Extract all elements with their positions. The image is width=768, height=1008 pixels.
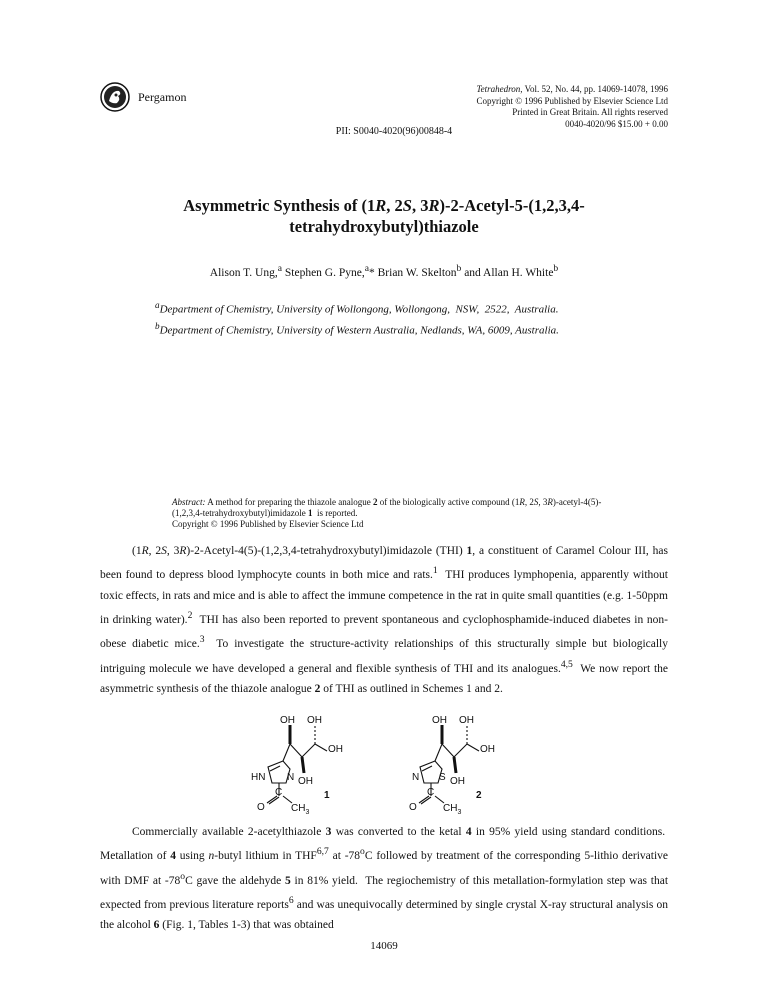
abstract-copyright: Copyright © 1996 Published by Elsevier Science Ltd <box>172 519 364 529</box>
s2-s: S <box>439 772 446 783</box>
s2-ch3: $CH_3$ <box>443 803 462 816</box>
s2-oh-4: OH <box>450 776 465 787</box>
paper-title <box>100 195 668 237</box>
s1-oh-1: OH <box>280 715 295 726</box>
copyright-line: Copyright © 1996 Published by Elsevier Science Ltd <box>476 95 668 106</box>
journal-info <box>408 84 668 130</box>
s1-oh-4: OH <box>298 776 313 787</box>
page-number: 14069 <box>370 940 398 952</box>
s1-oh-2: OH <box>307 715 322 726</box>
s1-ch3: $CH_3$ <box>291 803 310 816</box>
s1-oh-3: OH <box>328 744 343 755</box>
affiliation-a: $^a$Department of Chemistry, University of Wollongong, Wollongong, NSW, 2522, Australia. <box>155 300 559 316</box>
s1-hn: HN <box>251 772 266 783</box>
journal-citation: Tetrahedron, Vol. 52, No. 44, pp. 14069-14078, 1996 <box>476 84 668 94</box>
s2-oh-1: OH <box>432 715 447 726</box>
s2-oh-2: OH <box>459 715 474 726</box>
printed-line: Printed in Great Britain. All rights reserved <box>512 107 668 117</box>
affiliations <box>155 297 559 338</box>
title-line-1: Asymmetric Synthesis of (1R, 2S, 3R)-2-Acetyl-5-(1,2,3,4- <box>183 196 585 215</box>
s1-o: O <box>257 802 265 813</box>
structures-figure <box>240 711 560 816</box>
s1-c: C <box>275 787 283 798</box>
s2-c: C <box>427 787 435 798</box>
pergamon-logo-icon <box>100 82 130 112</box>
author-list: Alison T. Ung,$^a$ Stephen G. Pyne,$^a$* Brian W. Skelton$^b$ and Allan H. White$^b$ <box>209 263 559 279</box>
s1-label: 1 <box>324 790 330 801</box>
s2-oh-3: OH <box>480 744 495 755</box>
abstract <box>172 497 602 530</box>
s2-label: 2 <box>476 790 482 801</box>
paragraph-2: Commercially available 2-acetylthiazole 3 was converted to the ketal 4 in 95% yield using standard conditions. Metallation of 4 using n-butyl lithium in THF$^{6,7}$ at -78$^o$C followed by treatment of the corresponding 5-lithio derivative with DMF at -78$^o$C gave the aldehyde 5 in 81% yield. The regiochemistry of this metallation-formylation step was that expected from previous literature reports$^6$ and was unequivocally determined by single crystal X-ray structural analysis on the alcohol 6 (Fig. 1, Tables 1-3) that was obtained <box>100 826 669 932</box>
s2-n: N <box>412 772 420 783</box>
price-line: 0040-4020/96 $15.00 + 0.00 <box>565 118 668 129</box>
affiliation-b: $^b$Department of Chemistry, University of Western Australia, Nedlands, WA, 6009, Australia. <box>155 320 559 337</box>
paragraph-1: (1R, 2S, 3R)-2-Acetyl-4(5)-(1,2,3,4-tetrahydroxybutyl)imidazole (THI) 1, a constituent of Caramel Colour III, has been found to depress blood lymphocyte counts in both mice and rats.$^1$ THI produces lymphopenia, apparently without toxic effects, in rats and mice and is able to affect the immune competence in the rat in quite small quantities (e.g. 1-50ppm in drinking water).$^2$ THI has also been reported to prevent spontaneous and cyclophosphamide-induced diabetes in non-obese diabetic mice.$^3$ To investigate the structure-activity relationships of this structurally simple but biologically intriguing molecule we have developed a general and flexible synthesis of THI and its analogues.$^{4,5}$ We now report the asymmetric synthesis of the thiazole analogue 2 of THI as outlined in Schemes 1 and 2. <box>100 545 669 695</box>
abstract-text: Abstract: A method for preparing the thiazole analogue 2 of the biologically active compound (1R, 2S, 3R)-acetyl-4(5)-(1,2,3,4-tetrahydroxybutyl)imidazole 1 is reported. <box>172 497 602 518</box>
publisher-name: Pergamon <box>138 90 187 104</box>
s1-n: N <box>287 772 295 783</box>
pii-line: PII: S0040-4020(96)00848-4 <box>335 126 453 137</box>
title-line-2: tetrahydroxybutyl)thiazole <box>289 217 479 236</box>
s2-o: O <box>409 802 417 813</box>
